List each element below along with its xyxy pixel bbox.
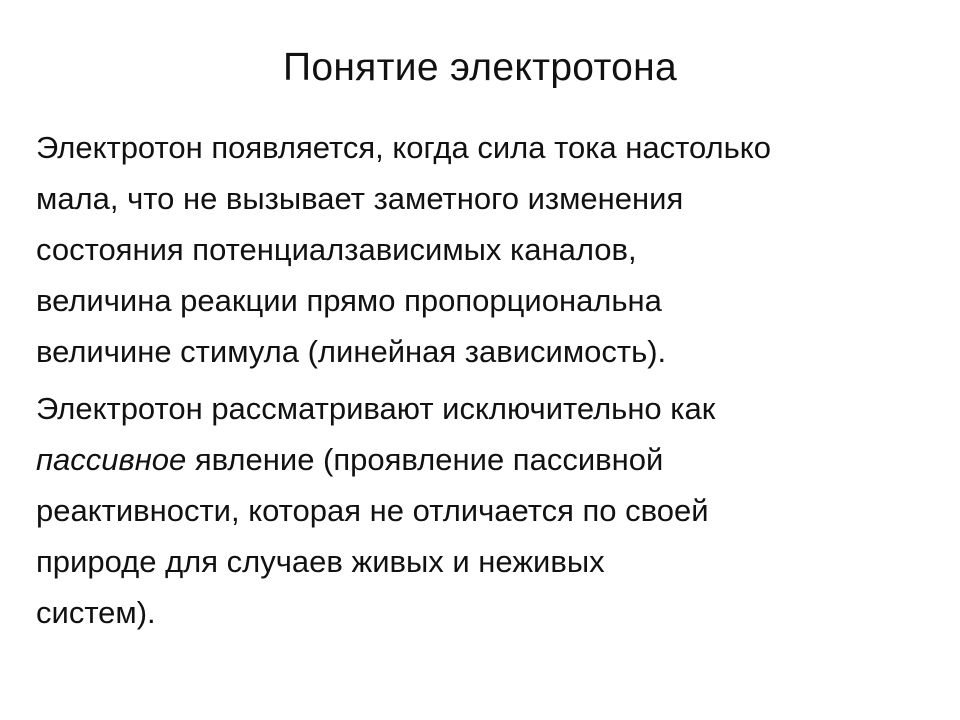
text-line: величине стимула (линейная зависимость). bbox=[36, 334, 667, 369]
paragraph-1 bbox=[36, 122, 926, 377]
emphasized-term: пассивное bbox=[36, 442, 187, 477]
text-line-mixed bbox=[36, 434, 926, 485]
text-line: систем). bbox=[36, 595, 156, 630]
text-line: природе для случаев живых и неживых bbox=[36, 544, 605, 579]
paragraph-2 bbox=[36, 383, 926, 638]
text-line: состояния потенциалзависимых каналов, bbox=[36, 232, 637, 267]
text-line: величина реакции прямо пропорциональна bbox=[36, 283, 662, 318]
slide-body bbox=[36, 122, 926, 644]
text-line: реактивности, которая не отличается по своей bbox=[36, 493, 709, 528]
text-line: Электротон появляется, когда сила тока настолько bbox=[36, 130, 771, 165]
text-line: Электротон рассматривают исключительно как bbox=[36, 391, 716, 426]
text-line: мала, что не вызывает заметного изменения bbox=[36, 181, 684, 216]
slide-title: Понятие электротона bbox=[283, 46, 677, 89]
text-fragment: явление (проявление пассивной bbox=[186, 442, 664, 477]
